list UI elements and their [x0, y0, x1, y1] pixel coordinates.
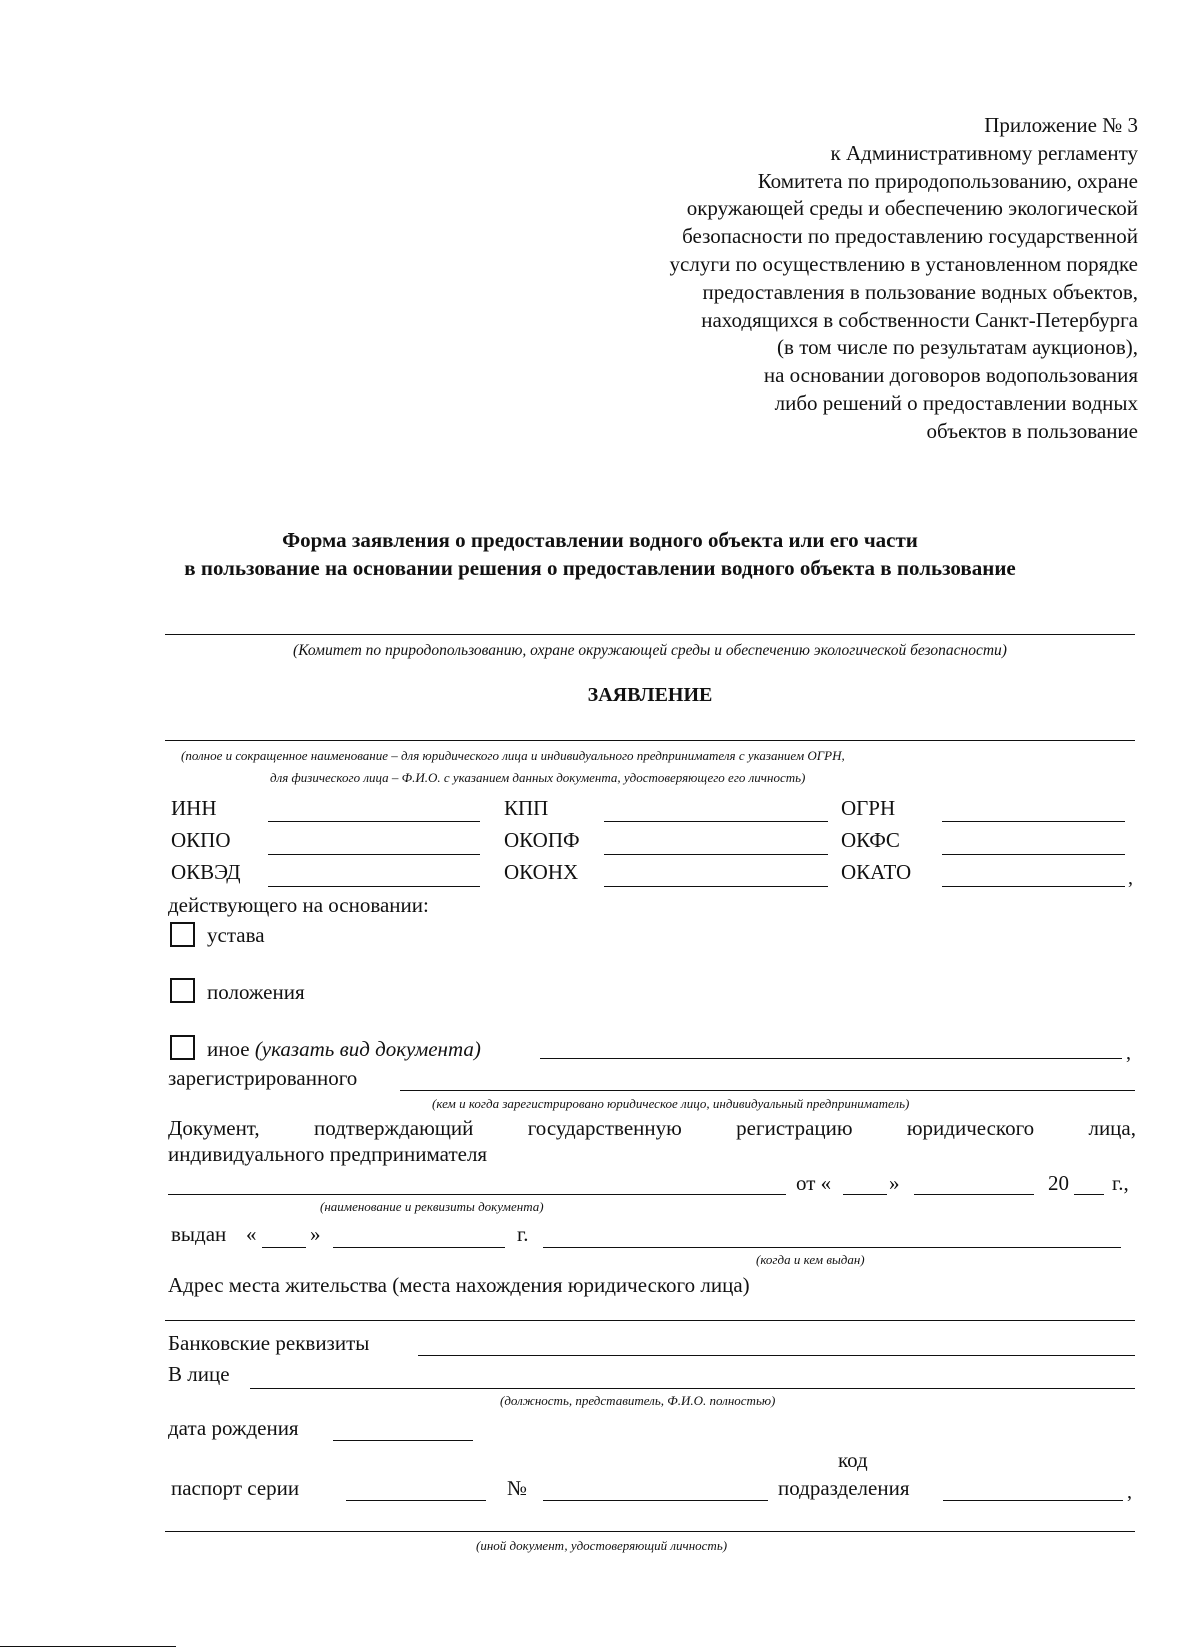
division-code-comma: , [1127, 1481, 1132, 1503]
passport-number-field-line[interactable] [543, 1500, 768, 1501]
issued-year-suffix: г. [517, 1222, 529, 1246]
form-title-line-1: Форма заявления о предоставлении водного объекта или его части [282, 528, 918, 552]
registration-year-field-line[interactable] [1074, 1194, 1104, 1195]
registration-doc-line-2: индивидуального предпринимателя [168, 1142, 488, 1166]
issued-label: выдан [171, 1222, 227, 1246]
registered-caption: (кем и когда зарегистрировано юридическое лицо, индивидуальный предприниматель) [432, 1096, 910, 1111]
registration-year-prefix: 20 [1048, 1171, 1069, 1195]
issued-quote-open: « [246, 1222, 257, 1246]
other-option-hint: (указать вид документа) [254, 1037, 481, 1061]
regulation-checkbox[interactable] [170, 978, 195, 1003]
appendix-line: находящихся в собственности Санкт-Петербурга [701, 307, 1138, 332]
registration-doc-field-line[interactable] [168, 1194, 786, 1195]
applicant-caption-line-2: для физического лица – Ф.И.О. с указанием данных документа, удостоверяющего его личность) [270, 770, 806, 785]
registration-doc-word: регистрацию [736, 1116, 853, 1140]
registration-doc-word: Документ, [168, 1116, 260, 1140]
issued-day-field-line[interactable] [262, 1247, 306, 1248]
ogrn-label: ОГРН [841, 796, 896, 820]
registration-doc-caption: (наименование и реквизиты документа) [320, 1199, 544, 1214]
okved-label: ОКВЭД [171, 860, 241, 884]
okved-field-line[interactable] [268, 886, 480, 887]
appendix-line: Приложение № 3 [984, 113, 1138, 137]
registration-doc-line-1 [168, 1116, 1136, 1140]
committee-field-line[interactable] [165, 634, 1135, 635]
registration-year-suffix: г., [1112, 1171, 1129, 1195]
issued-month-year-field-line[interactable] [333, 1247, 505, 1248]
okato-field-line[interactable] [942, 886, 1125, 887]
charter-option-label: устава [207, 923, 265, 947]
okopf-field-line[interactable] [604, 854, 828, 855]
okpo-field-line[interactable] [268, 854, 480, 855]
passport-number-label: № [507, 1476, 528, 1500]
appendix-line: на основании договоров водопользования [763, 363, 1138, 388]
other-document-checkbox[interactable] [170, 1035, 195, 1060]
okonh-label: ОКОНХ [504, 860, 579, 884]
birth-date-label: дата рождения [168, 1416, 299, 1440]
passport-series-label: паспорт серии [171, 1476, 300, 1500]
footnote-separator [0, 1646, 176, 1647]
appendix-header [670, 112, 1138, 446]
birth-date-field-line[interactable] [333, 1440, 473, 1441]
division-code-label-line-1: код [838, 1448, 868, 1472]
appendix-line: к Административному регламенту [830, 140, 1138, 165]
address-field-line[interactable] [165, 1320, 1135, 1321]
appendix-line: либо решений о предоставлении водных [774, 390, 1138, 415]
page-heading: ЗАЯВЛЕНИЕ [587, 684, 713, 706]
passport-series-field-line[interactable] [346, 1500, 486, 1501]
other-option-label [207, 1037, 481, 1061]
issued-by-field-line[interactable] [543, 1247, 1121, 1248]
okfs-field-line[interactable] [942, 854, 1125, 855]
appendix-line: безопасности по предоставлению государственной [682, 224, 1138, 249]
okato-comma: , [1128, 867, 1133, 889]
kpp-label: КПП [504, 796, 549, 820]
registration-day-field-line[interactable] [843, 1194, 887, 1195]
other-document-comma: , [1126, 1042, 1131, 1064]
charter-checkbox[interactable] [170, 922, 195, 947]
okfs-label: ОКФС [841, 828, 900, 852]
registration-doc-word: государственную [527, 1116, 682, 1140]
address-label: Адрес места жительства (места нахождения юридического лица) [168, 1273, 750, 1297]
inn-label: ИНН [171, 796, 217, 820]
appendix-line: Комитета по природопользованию, охране [757, 168, 1138, 193]
applicant-name-field-line[interactable] [165, 740, 1135, 741]
issued-quote-close: » [310, 1222, 321, 1246]
appendix-line: объектов в пользование [926, 418, 1138, 443]
person-field-line[interactable] [250, 1388, 1135, 1389]
kpp-field-line[interactable] [604, 821, 828, 822]
other-id-caption: (иной документ, удостоверяющий личность) [476, 1538, 728, 1553]
registration-from-label: от « [796, 1171, 832, 1195]
division-code-field-line[interactable] [943, 1500, 1123, 1501]
form-title-line-2: в пользование на основании решения о предоставлении водного объекта в пользование [184, 556, 1016, 580]
okopf-label: ОКОПФ [504, 828, 580, 852]
okato-label: ОКАТО [841, 860, 912, 884]
bank-field-line[interactable] [418, 1355, 1135, 1356]
person-label: В лице [168, 1362, 230, 1386]
committee-caption: (Комитет по природопользованию, охране окружающей среды и обеспечению экологической безопасности) [293, 642, 1007, 659]
registration-quote-close: » [889, 1171, 900, 1195]
bank-label: Банковские реквизиты [168, 1331, 370, 1355]
other-document-field-line[interactable] [540, 1058, 1122, 1059]
registration-doc-word: юридического [906, 1116, 1035, 1140]
registered-label: зарегистрированного [168, 1066, 358, 1090]
other-option-text: иное [207, 1037, 255, 1061]
basis-label: действующего на основании: [168, 893, 429, 917]
registration-doc-word: лица, [1088, 1116, 1136, 1140]
regulation-option-label: положения [207, 980, 305, 1004]
other-id-field-line[interactable] [165, 1531, 1135, 1532]
person-caption: (должность, представитель, Ф.И.О. полностью) [500, 1393, 776, 1408]
appendix-line: услуги по осуществлению в установленном порядке [669, 251, 1138, 276]
applicant-caption-line-1: (полное и сокращенное наименование – для юридического лица и индивидуального предпринимателя с указанием ОГРН, [181, 748, 845, 763]
okpo-label: ОКПО [171, 828, 231, 852]
appendix-line: предоставления в пользование водных объектов, [702, 279, 1138, 304]
ogrn-field-line[interactable] [942, 821, 1125, 822]
division-code-label-line-2: подразделения [778, 1476, 910, 1500]
inn-field-line[interactable] [268, 821, 480, 822]
appendix-line: (в том числе по результатам аукционов), [777, 335, 1138, 360]
issued-caption: (когда и кем выдан) [756, 1252, 865, 1267]
okonh-field-line[interactable] [604, 886, 828, 887]
appendix-line: окружающей среды и обеспечению экологической [686, 196, 1138, 221]
registration-month-field-line[interactable] [914, 1194, 1034, 1195]
registered-field-line[interactable] [400, 1090, 1135, 1091]
registration-doc-word: подтверждающий [313, 1116, 474, 1140]
